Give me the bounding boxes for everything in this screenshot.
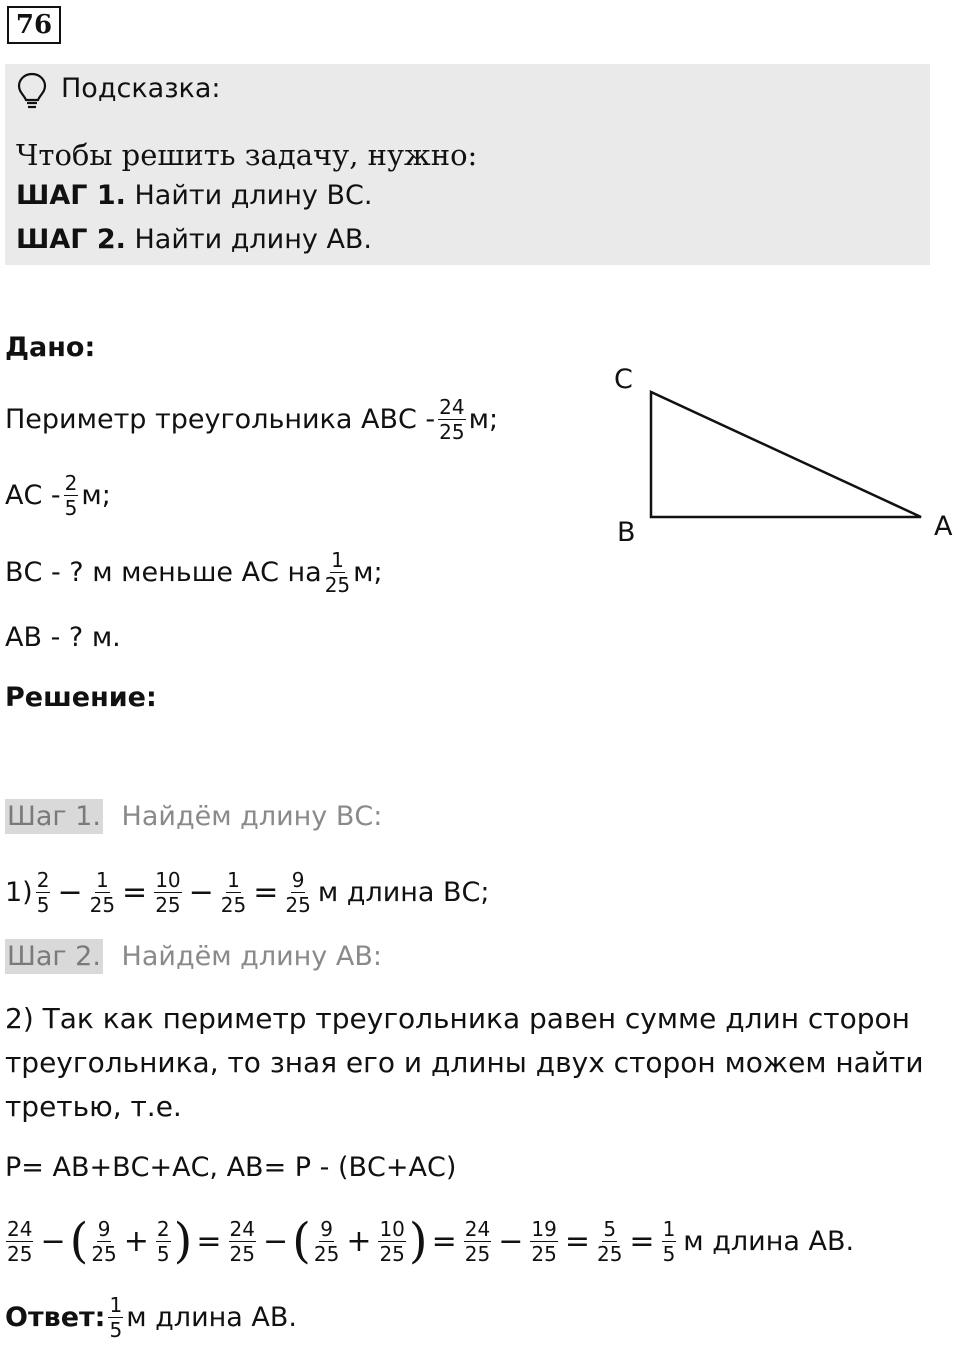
hint-step-1-label: ШАГ 1. xyxy=(16,180,126,211)
fraction-numerator: 1 xyxy=(227,867,240,892)
hint-step-2-text: Найти длину АВ. xyxy=(134,224,373,255)
fraction xyxy=(154,867,181,917)
hint-step-2-label: ШАГ 2. xyxy=(16,224,126,255)
hint-title: Подсказка: xyxy=(61,73,221,104)
fraction-denominator: 25 xyxy=(155,892,181,917)
math-operator: + xyxy=(123,1223,149,1259)
hint-step-1-text: Найти длину ВС. xyxy=(134,180,373,211)
given-perimeter xyxy=(5,388,498,450)
fraction-denominator: 25 xyxy=(439,419,465,444)
math-operator: = xyxy=(122,874,148,910)
fraction xyxy=(464,1216,491,1266)
step-2-tag: Шаг 2. xyxy=(7,941,101,972)
fraction xyxy=(91,1216,117,1266)
given-heading: Дано: xyxy=(5,332,96,363)
hint-step-1 xyxy=(16,180,372,211)
fraction-numerator: 24 xyxy=(7,1216,33,1241)
fraction-denominator: 25 xyxy=(464,1241,491,1266)
fraction-numerator: 2 xyxy=(36,867,50,892)
equation-1-math xyxy=(33,867,314,917)
answer-label: Ответ: xyxy=(5,1301,106,1333)
fraction-denominator: 25 xyxy=(531,1241,557,1266)
given-bc-unit: м; xyxy=(353,556,383,588)
fraction-denominator: 5 xyxy=(109,1317,123,1342)
fraction xyxy=(229,1216,256,1266)
equation-1-prefix: 1) xyxy=(5,876,33,908)
math-operator: − xyxy=(57,874,83,910)
math-operator: + xyxy=(346,1223,372,1259)
fraction xyxy=(438,394,465,444)
fraction-numerator: 1 xyxy=(109,1292,123,1317)
fraction-numerator: 1 xyxy=(331,547,344,572)
lightbulb-icon xyxy=(16,72,48,112)
triangle-shape xyxy=(651,392,921,517)
fraction-numerator: 24 xyxy=(464,1216,491,1241)
fraction-numerator: 1 xyxy=(95,867,109,892)
math-parenthesis: ( xyxy=(69,1213,89,1269)
math-operator: − xyxy=(498,1223,524,1259)
fraction-numerator: 9 xyxy=(97,1216,111,1241)
answer-text: м длина АВ. xyxy=(126,1301,297,1333)
vertex-label-b: В xyxy=(617,517,636,548)
fraction-numerator: 2 xyxy=(64,470,78,495)
fraction-denominator: 25 xyxy=(596,1241,623,1266)
triangle-svg xyxy=(600,360,960,560)
fraction xyxy=(313,1216,340,1266)
step-1-tag: Шаг 1. xyxy=(7,801,101,832)
fraction xyxy=(64,470,79,520)
step-2-header xyxy=(5,941,382,972)
given-ab: АВ - ? м. xyxy=(5,622,121,653)
fraction xyxy=(662,1216,677,1266)
math-operator: − xyxy=(188,874,214,910)
fraction-denominator: 5 xyxy=(36,892,50,917)
explanation-line-2: треугольника, то зная его и длины двух сторон можем найти xyxy=(5,1046,924,1079)
step-2-title: Найдём длину АВ: xyxy=(121,941,382,972)
fraction-numerator: 10 xyxy=(379,1216,405,1241)
math-parenthesis: ( xyxy=(292,1213,311,1269)
explanation-line-3: третью, т.е. xyxy=(5,1090,182,1123)
explanation-line-1: 2) Так как периметр треугольника равен сумме длин сторон xyxy=(5,1002,910,1035)
given-ac-text: АС - xyxy=(5,479,61,511)
fraction xyxy=(324,547,351,597)
given-ac xyxy=(5,464,111,526)
fraction-denominator: 25 xyxy=(229,1241,255,1266)
fraction xyxy=(156,1216,171,1266)
hint-step-2 xyxy=(16,224,372,255)
fraction xyxy=(378,1216,405,1266)
fraction-numerator: 2 xyxy=(156,1216,170,1241)
fraction-denominator: 25 xyxy=(324,572,351,597)
step-1-title: Найдём длину ВС: xyxy=(121,801,383,832)
given-bc xyxy=(5,541,383,603)
task-number: 76 xyxy=(7,6,61,44)
fraction xyxy=(36,867,51,917)
solution-heading: Решение: xyxy=(5,682,157,713)
fraction xyxy=(6,1216,33,1266)
perimeter-formula: Р= АВ+ВС+АС, АВ= Р - (ВС+АС) xyxy=(5,1152,457,1183)
fraction-denominator: 25 xyxy=(7,1241,33,1266)
step-1-header xyxy=(5,801,382,832)
math-parenthesis: ) xyxy=(173,1213,193,1269)
math-parenthesis: ) xyxy=(408,1213,428,1269)
equation-2-suffix: м длина АВ. xyxy=(683,1225,855,1257)
fraction-denominator: 25 xyxy=(89,892,116,917)
given-ac-unit: м; xyxy=(81,479,111,511)
fraction-numerator: 9 xyxy=(320,1216,333,1241)
fraction-numerator: 19 xyxy=(531,1216,557,1241)
math-operator: = xyxy=(431,1223,457,1259)
hint-intro: Чтобы решить задачу, нужно: xyxy=(16,138,478,172)
answer xyxy=(5,1286,297,1348)
fraction xyxy=(89,867,116,917)
fraction-numerator: 10 xyxy=(155,867,181,892)
fraction xyxy=(220,867,247,917)
given-perimeter-unit: м; xyxy=(468,403,499,435)
math-operator: − xyxy=(262,1223,289,1259)
math-operator: − xyxy=(40,1223,66,1259)
given-bc-text: ВС - ? м меньше АС на xyxy=(5,556,322,588)
equation-2-math xyxy=(3,1213,679,1269)
math-operator: = xyxy=(564,1223,590,1259)
fraction xyxy=(530,1216,557,1266)
fraction-denominator: 5 xyxy=(662,1241,676,1266)
fraction-numerator: 24 xyxy=(439,394,465,419)
math-operator: = xyxy=(196,1223,222,1259)
math-operator: = xyxy=(629,1223,655,1259)
fraction-denominator: 25 xyxy=(91,1241,117,1266)
fraction-numerator: 5 xyxy=(603,1216,617,1241)
vertex-label-a: А xyxy=(934,511,953,542)
fraction xyxy=(596,1216,623,1266)
math-operator: = xyxy=(253,874,279,910)
fraction xyxy=(285,867,311,917)
fraction-denominator: 5 xyxy=(156,1241,170,1266)
equation-1 xyxy=(5,860,490,924)
fraction-denominator: 25 xyxy=(379,1241,405,1266)
fraction-denominator: 25 xyxy=(313,1241,340,1266)
fraction-denominator: 5 xyxy=(64,495,78,520)
given-perimeter-text: Периметр треугольника АВС - xyxy=(5,403,436,435)
fraction-denominator: 25 xyxy=(220,892,247,917)
equation-1-suffix: м длина ВС; xyxy=(317,876,490,908)
fraction-numerator: 9 xyxy=(291,867,305,892)
vertex-label-c: С xyxy=(614,364,633,395)
fraction-numerator: 24 xyxy=(229,1216,255,1241)
fraction xyxy=(108,1292,123,1342)
fraction-numerator: 1 xyxy=(662,1216,676,1241)
fraction-denominator: 25 xyxy=(285,892,311,917)
triangle-diagram xyxy=(600,360,960,560)
equation-2 xyxy=(3,1208,854,1274)
